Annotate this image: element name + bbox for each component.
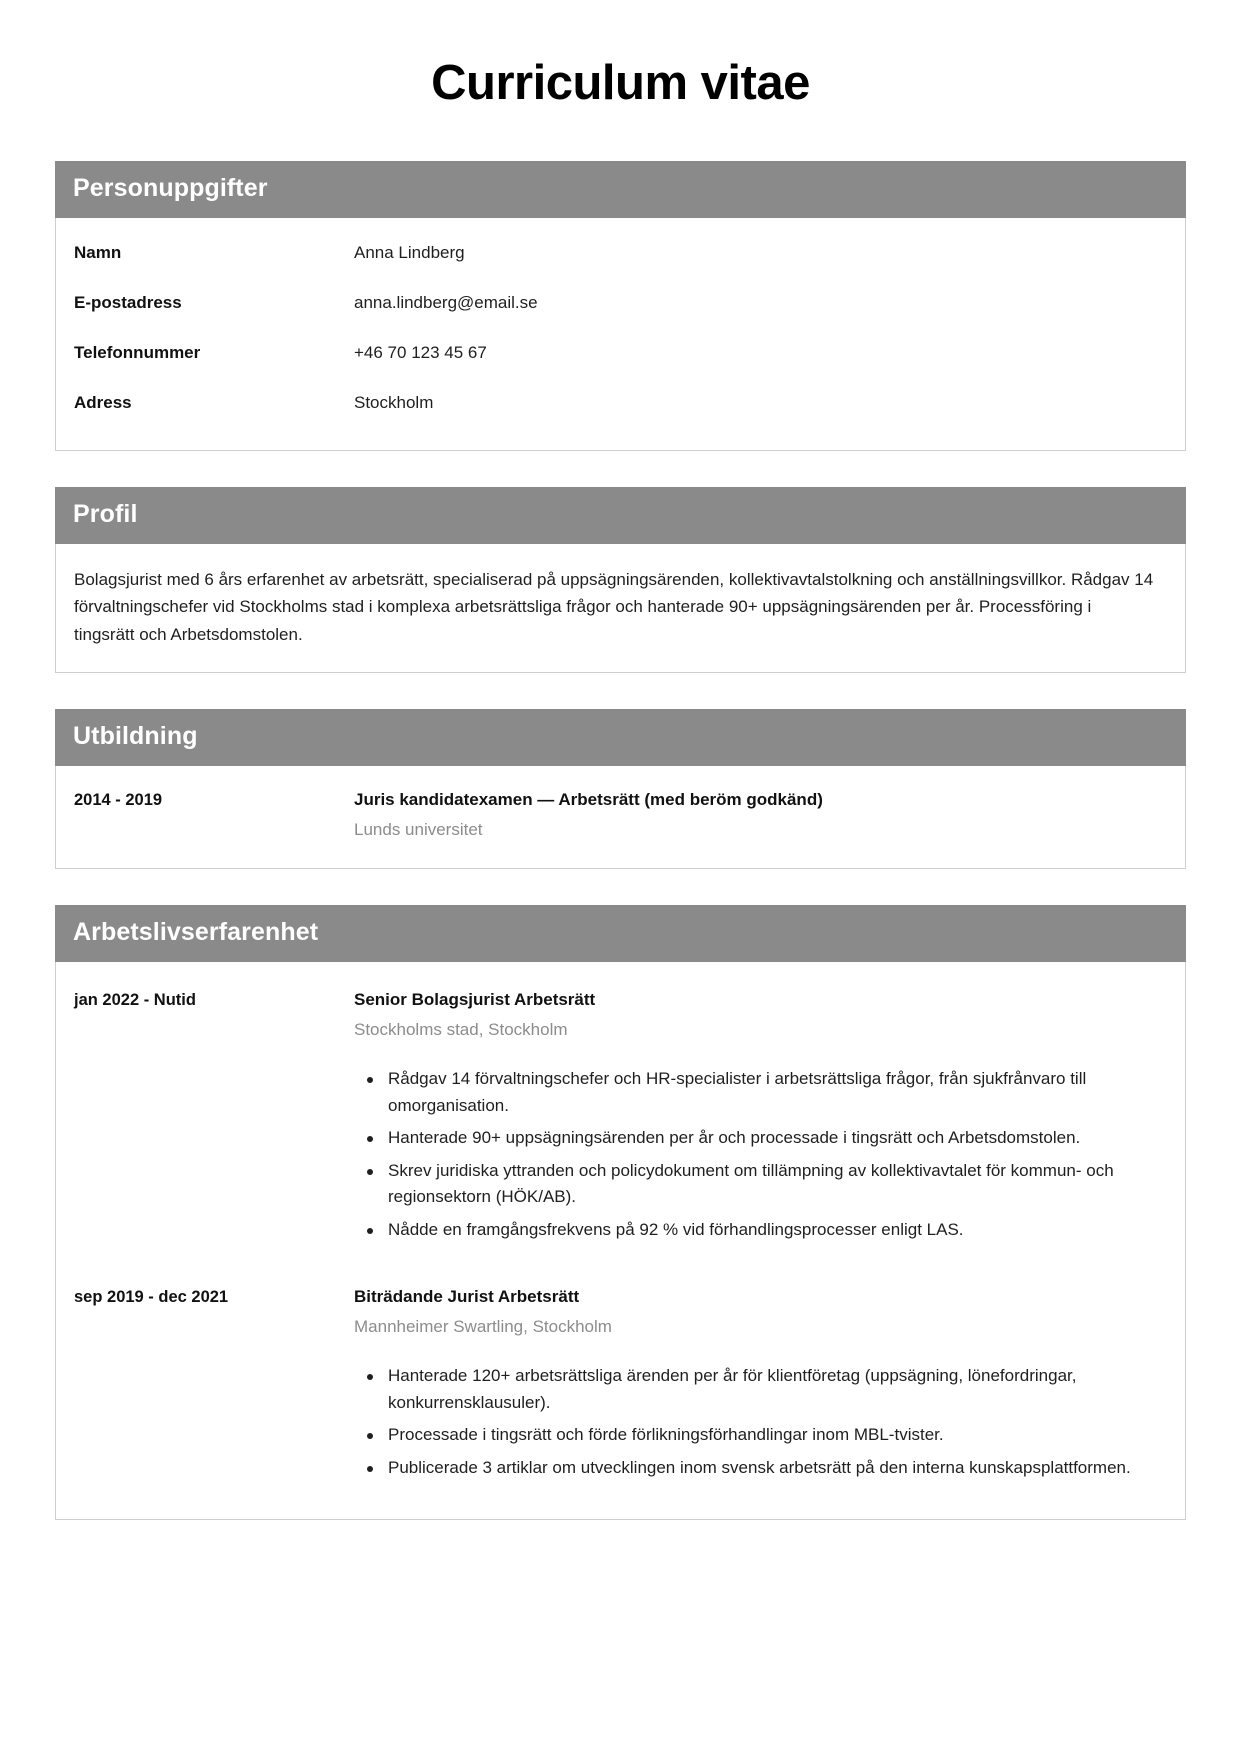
experience-bullet: Publicerade 3 artiklar om utvecklingen inom svensk arbetsrätt på den interna kunskapsplattformen. bbox=[388, 1455, 1167, 1482]
personal-detail-value: anna.lindberg@email.se bbox=[354, 292, 538, 312]
experience-entry-date: sep 2019 - dec 2021 bbox=[74, 1288, 229, 1307]
section-body-personal-details bbox=[55, 218, 1186, 451]
personal-detail-label: E-postadress bbox=[74, 292, 182, 312]
personal-detail-row bbox=[74, 292, 1167, 314]
experience-bullet: Nådde en framgångsfrekvens på 92 % vid förhandlingsprocesser enligt LAS. bbox=[388, 1217, 1167, 1244]
section-heading-label: Profil bbox=[73, 500, 138, 528]
profile-summary-text: Bolagsjurist med 6 års erfarenhet av arbetsrätt, specialiserad på uppsägningsärenden, kollektivavtalstolkning och anställningsvillkor. Rådgav 14 förvaltningschefer vid Stockholms stad i komplexa arbetsrättsliga frågor och hanterade 90+ uppsägningsärenden per år. Processföring i tingsrätt och Arbetsdomstolen. bbox=[74, 569, 1154, 644]
personal-detail-label: Adress bbox=[74, 392, 132, 412]
experience-entry-date: jan 2022 - Nutid bbox=[74, 990, 196, 1009]
section-body-education bbox=[55, 766, 1186, 869]
experience-bullet: Processade i tingsrätt och förde förlikningsförhandlingar inom MBL-tvister. bbox=[388, 1422, 1167, 1449]
experience-entry-bullets bbox=[354, 1363, 1167, 1481]
personal-detail-value: Anna Lindberg bbox=[354, 242, 465, 262]
education-entry-degree: Juris kandidatexamen — Arbetsrätt (med beröm godkänd) bbox=[354, 790, 823, 810]
experience-bullet: Hanterade 120+ arbetsrättsliga ärenden per år för klientföretag (uppsägning, lönefordringar, konkurrensklausuler). bbox=[388, 1363, 1167, 1416]
personal-detail-label: Telefonnummer bbox=[74, 342, 201, 362]
section-experience bbox=[55, 905, 1186, 1520]
page-title: Curriculum vitae bbox=[431, 56, 810, 110]
experience-entry-main bbox=[354, 988, 1167, 1243]
experience-entry-role: Biträdande Jurist Arbetsrätt bbox=[354, 1287, 580, 1307]
personal-detail-value: Stockholm bbox=[354, 392, 434, 412]
personal-detail-value: +46 70 123 45 67 bbox=[354, 342, 487, 362]
section-body-experience bbox=[55, 962, 1186, 1520]
section-header-experience bbox=[55, 905, 1186, 962]
section-profile bbox=[55, 487, 1186, 673]
section-personal-details bbox=[55, 161, 1186, 451]
experience-bullet: Hanterade 90+ uppsägningsärenden per år och processade i tingsrätt och Arbetsdomstolen. bbox=[388, 1125, 1167, 1152]
education-entry bbox=[74, 788, 1167, 842]
experience-bullet: Skrev juridiska yttranden och policydokument om tillämpning av kollektivavtalet för kommun- och regionsektorn (HÖK/AB). bbox=[388, 1158, 1167, 1211]
personal-detail-row bbox=[74, 342, 1167, 364]
experience-entry-bullets bbox=[354, 1066, 1167, 1243]
experience-entry-employer: Stockholms stad, Stockholm bbox=[354, 1019, 568, 1039]
experience-entry bbox=[74, 1285, 1167, 1481]
section-heading-label: Utbildning bbox=[73, 722, 198, 751]
experience-entry bbox=[74, 988, 1167, 1243]
experience-entry-employer: Mannheimer Swartling, Stockholm bbox=[354, 1316, 612, 1336]
section-header-personal-details bbox=[55, 161, 1186, 218]
section-body-profile bbox=[55, 544, 1186, 674]
personal-detail-row bbox=[74, 242, 1167, 264]
section-education bbox=[55, 709, 1186, 869]
personal-detail-row bbox=[74, 392, 1167, 414]
experience-entry-role: Senior Bolagsjurist Arbetsrätt bbox=[354, 989, 596, 1009]
experience-bullet: Rådgav 14 förvaltningschefer och HR-specialister i arbetsrättsliga frågor, från sjukfrånvaro till omorganisation. bbox=[388, 1066, 1167, 1119]
education-entry-main bbox=[354, 788, 1167, 842]
experience-entry-main bbox=[354, 1285, 1167, 1481]
education-entry-date: 2014 - 2019 bbox=[74, 791, 163, 810]
section-header-profile bbox=[55, 487, 1186, 544]
section-heading-label: Personuppgifter bbox=[73, 173, 268, 202]
education-entry-institution: Lunds universitet bbox=[354, 819, 483, 839]
section-heading-label: Arbetslivserfarenhet bbox=[73, 918, 319, 947]
personal-detail-label: Namn bbox=[74, 242, 122, 262]
section-header-education bbox=[55, 709, 1186, 766]
